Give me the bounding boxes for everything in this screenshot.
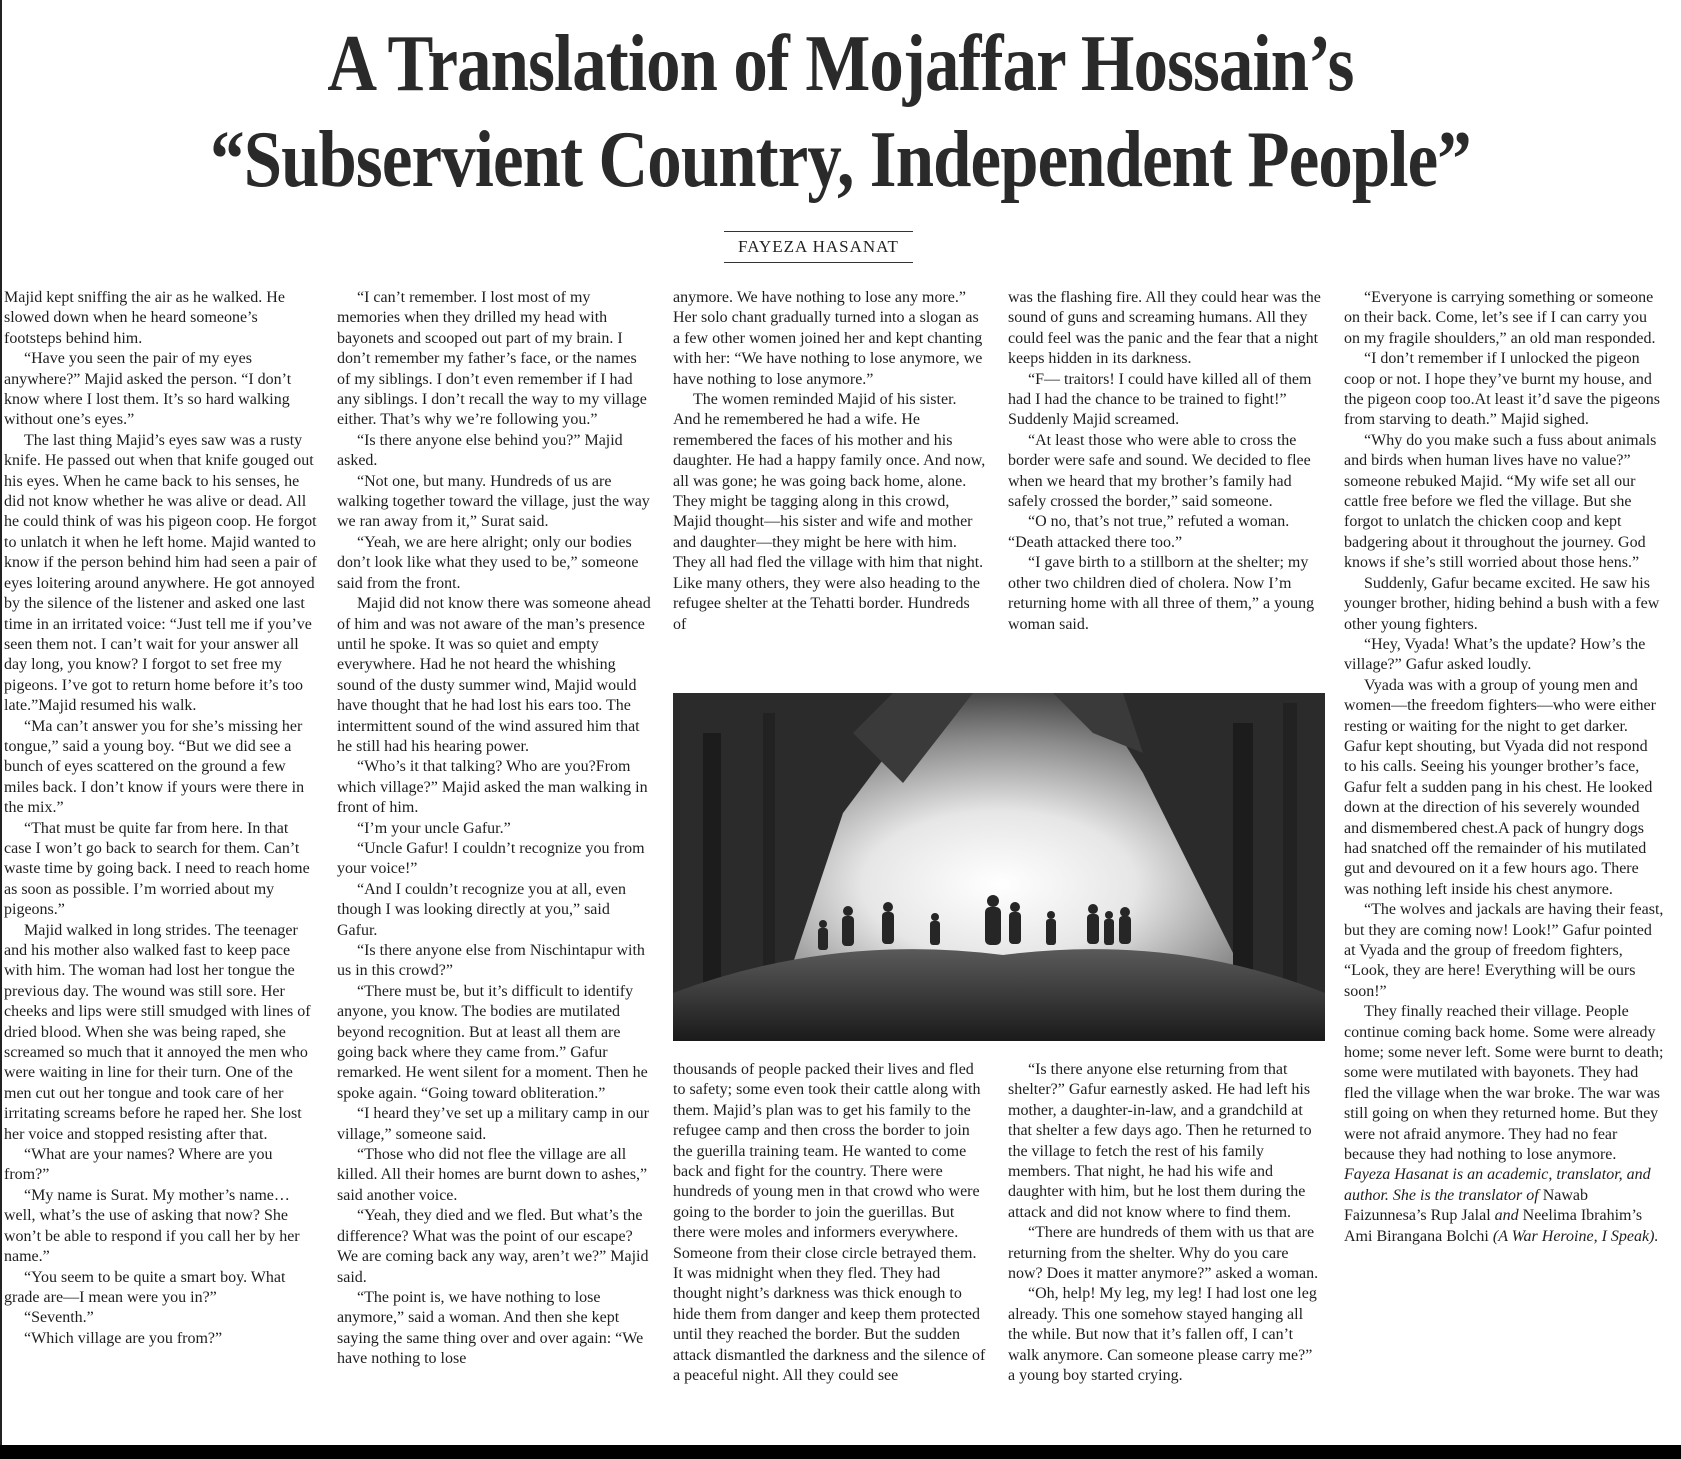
author-bio-title-1: Nawab Faizunnesa’s Rup Jalal: [1344, 1186, 1588, 1225]
article-column-3-bottom: [673, 1060, 987, 1444]
article-column-4-top: [1008, 288, 1322, 678]
byline: FAYEZA HASANAT: [738, 237, 899, 256]
article-paragraph: “F— traitors! I could have killed all of them had I had the chance to be trained to fight!” Suddenly Majid screamed.: [1008, 370, 1312, 429]
article-paragraph: “Who’s it that talking? Who are you?From which village?” Majid asked the man walking in front of him.: [337, 758, 648, 817]
article-paragraph: “Is there anyone else from Nischintapur with us in this crowd?”: [337, 942, 645, 980]
article-paragraph: “And I couldn’t recognize you at all, even though I was looking directly at you,” said Gafur.: [337, 880, 626, 939]
article-paragraph: “My name is Surat. My mother’s name… well, what’s the use of asking that now? She won’t be able to respond if you call her by her name.”: [4, 1186, 300, 1266]
byline-rule-bottom: [724, 262, 913, 263]
headline-line-2: “Subservient Country, Independent People”: [210, 116, 1471, 204]
author-bio-part-1: Fayeza Hasanat is an academic, translator, and author. She is the translator of: [1344, 1166, 1651, 1204]
article-paragraph: “At least those who were able to cross the border were safe and sound. We decided to flee when we heard that my brother’s family had safely crossed the border,” said someone.: [1008, 431, 1311, 511]
article-column-3-top: [673, 288, 987, 678]
article-paragraph: “Have you seen the pair of my eyes anywhere?” Majid asked the person. “I don’t know where I lost them. It’s so hard walking without one’s eyes.”: [4, 350, 292, 429]
article-paragraph: “Ma can’t answer you for she’s missing her tongue,” said a young boy. “But we did see a bunch of eyes scattered on the ground a few miles back. I don’t know if yours were there in the mix.”: [4, 717, 305, 817]
byline-block: [724, 231, 913, 263]
article-paragraph: Majid kept sniffing the air as he walked. He slowed down when he heard someone’s footsteps behind him.: [4, 289, 285, 347]
article-paragraph: “I don’t remember if I unlocked the pigeon coop or not. I hope they’ve burnt my house, and the pigeon coop too.At least it’d save the pigeons from starving to death.” Majid sighed.: [1344, 350, 1660, 429]
article-paragraph: The last thing Majid’s eyes saw was a rusty knife. He passed out when that knife gouged out his eyes. When he came back to his senses, he did not know whether he was alive or dead. All he could think of was his pigeon coop. He forgot to unlatch it when he left home. Majid wanted to know if the person behind him had seen a pair of eyes loitering around anywhere. He got annoyed by the silence of the listener and asked one last time in an irritated voice: “Just tell me if you’ve seen them not. I can’t wait for your answer all day long, you know? I forgot to set free my pigeons. I’ve got to return home before it’s too late.”Majid resumed his walk.: [4, 431, 317, 715]
page-border-left: [0, 0, 2, 1459]
article-paragraph: “Not one, but many. Hundreds of us are walking together toward the village, just the way we ran away from it,” Surat said.: [337, 472, 650, 531]
author-bio-part-3: and: [1490, 1207, 1523, 1225]
article-paragraph: Vyada was with a group of young men and women—the freedom fighters—who were either resting or waiting for the night to get darker. Gafur kept shouting, but Vyada did not respond to his calls. Seeing his younger brother’s face, Gafur felt a sudden pang in his chest. He looked down at the direction of his severely wounded and dismembered chest.A pack of hungry dogs had snatched off the remainder of his mutilated gut and devoured on it a few hours ago. There was nothing left inside his chest anymore.: [1344, 676, 1656, 898]
article-paragraph: “The wolves and jackals are having their feast, but they are coming now! Look!” Gafur pointed at Vyada and the group of freedom fighters, “Look, they are here! Everything will be ours soon!”: [1344, 901, 1664, 1000]
article-paragraph: “There must be, but it’s difficult to identify anyone, you know. The bodies are mutilated beyond recognition. But at least all them are going back where they came from.” Gafur remarked. He went silent for a moment. Then he spoke again. “Going toward obliteration.”: [337, 982, 648, 1102]
article-paragraph: “What are your names? Where are you from?”: [4, 1146, 273, 1184]
article-paragraph: “You seem to be quite a smart boy. What grade are—I mean were you in?”: [4, 1268, 286, 1306]
article-paragraph: “I heard they’ve set up a military camp in our village,” someone said.: [337, 1105, 649, 1143]
article-paragraph: was the flashing fire. All they could hear was the sound of guns and screaming humans. All they could feel was the panic and the fear that a night keeps hidden in its darkness.: [1008, 289, 1321, 368]
article-paragraph: They finally reached their village. People continue coming back home. Some were already home; some never left. Some were burnt to death; some were mutilated with bayonets. They had fled the village when the war broke. The war was still going on when they returned home. But they were not afraid anymore. They had no fear because they had nothing to lose anymore.: [1344, 1003, 1664, 1164]
article-paragraph: Suddenly, Gafur became excited. He saw his younger brother, hiding behind a bush with a few other young fighters.: [1344, 574, 1660, 633]
page-bottom-bar: [0, 1445, 1681, 1459]
article-paragraph: “There are hundreds of them with us that are returning from the shelter. Why do you care now? Does it matter anymore?” asked a woman.: [1008, 1224, 1319, 1283]
headline-line-1: A Translation of Mojaffar Hossain’s: [327, 20, 1354, 108]
article-paragraph: “I’m your uncle Gafur.”: [357, 819, 511, 837]
article-paragraph: anymore. We have nothing to lose any more.” Her solo chant gradually turned into a slogan as a few other women joined her and kept chanting with her: “We have nothing to lose anymore, we have nothing to lose anymore.”: [673, 289, 983, 388]
article-paragraph: “That must be quite far from here. In that case I won’t go back to search for them. Can’t waste time by going back. I need to reach home as soon as possible. I’m worried about my pigeons.”: [4, 819, 310, 919]
article-paragraph: “Everyone is carrying something or someone on their back. Come, let’s see if I can carry you on my fragile shoulders,” an old man responded.: [1344, 289, 1656, 347]
article-column-5: [1344, 288, 1664, 1443]
article-paragraph: “Oh, help! My leg, my leg! I had lost one leg already. This one somehow stayed hanging all the while. But now that it’s fallen off, I can’t walk anymore. Can someone please carry me?” a young boy started crying.: [1008, 1285, 1317, 1385]
article-paragraph: “O no, that’s not true,” refuted a woman. “Death attacked there too.”: [1008, 513, 1290, 551]
article-paragraph: “Seventh.”: [24, 1309, 94, 1327]
article-column-1: [4, 288, 318, 1443]
article-paragraph: “Uncle Gafur! I couldn’t recognize you from your voice!”: [337, 839, 645, 878]
article-column-4-bottom: [1008, 1060, 1322, 1444]
article-paragraph: Majid did not know there was someone ahead of him and was not aware of the man’s presence until he spoke. It was so quiet and empty everywhere. Had he not heard the whishing sound of the dusty summer wind, Majid would have thought that he had lost his ears too. The intermittent sound of the wind assured him that he still had his hearing power.: [337, 595, 651, 755]
article-paragraph: “I can’t remember. I lost most of my memories when they drilled my head with bayonets and scooped out part of my brain. I don’t remember my father’s face, or the names of my siblings. I don’t even remember if I had any siblings. I don’t recall the way to my village either. That’s why we’re following you.”: [337, 289, 647, 429]
article-paragraph: “Is there anyone else returning from that shelter?” Gafur earnestly asked. He had left his mother, a daughter-in-law, and a grandchild at that shelter a few days ago. Then he returned to the village to fetch the rest of his family members. That night, he had his wife and daughter with him, but he lost them during the attack and did not know where to find them.: [1008, 1061, 1312, 1221]
forest-silhouettes-illustration: [673, 693, 1325, 1041]
article-paragraph: The women reminded Majid of his sister. And he remembered he had a wife. He remembered the faces of his mother and his daughter. He had a happy family once. And now, all was gone; he was going back home, alone. They might be tagging along in this crowd, Majid thought—his sister and wife and mother and daughter—they might be here with him. They all had fled the village with him that night. Like many others, they were also heading to the refugee shelter at the Tehatti border. Hundreds of: [673, 391, 986, 633]
article-paragraph: “The point is, we have nothing to lose anymore,” said a woman. And then she kept saying the same thing over and over again: “We have nothing to lose: [337, 1288, 644, 1368]
article-paragraph: “Is there anyone else behind you?” Majid asked.: [337, 431, 623, 470]
article-paragraph: Majid walked in long strides. The teenager and his mother also walked fast to keep pace with him. The woman had lost her tongue the previous day. The wound was still sore. Her cheeks and lips were still smudged with lines of dried blood. When she was being raped, she screamed so much that it annoyed the men who were waiting in line for their turn. One of the men cut out her tongue and took care of her irritating screams before he raped her. She lost her voice and stopped resisting after that.: [4, 921, 311, 1143]
article-paragraph: thousands of people packed their lives and fled to safety; some even took their cattle along with them. Majid’s plan was to get his family to the refugee camp and then cross the border to join the guerilla training team. He wanted to come back and fight for the country. There were hundreds of young men in that crowd who were going to the border to join the guerillas. But there were moles and informers everywhere. Someone from their close circle betrayed them. It was midnight when they fled. They had thought night’s darkness was thick enough to hide them from danger and keep them protected until they reached the border. But the sudden attack dismantled the darkness and the silence of a peaceful night. All they could see: [673, 1061, 986, 1385]
author-bio-part-5: (A War Heroine, I Speak).: [1488, 1227, 1659, 1245]
author-bio: [1344, 1165, 1664, 1247]
article-paragraph: “Yeah, they died and we fled. But what’s the difference? What was the point of our escape? We are coming back any way, aren’t we?” Majid said.: [337, 1207, 649, 1286]
author-bio-title-2: Neelima Ibrahim’s Ami Birangana Bolchi: [1344, 1207, 1643, 1245]
article-paragraph: “I gave birth to a stillborn at the shelter; my other two children died of cholera. Now I’m returning home with all three of them,” a young woman said.: [1008, 554, 1315, 633]
article-paragraph: “Hey, Vyada! What’s the update? How’s the village?” Gafur asked loudly.: [1344, 635, 1646, 674]
article-paragraph: “Yeah, we are here alright; only our bodies don’t look like what they used to be,” someone said from the front.: [337, 533, 639, 592]
article-paragraph: “Why do you make such a fuss about animals and birds when human lives have no value?” someone rebuked Majid. “My wife set all our cattle free before we fled the village. But she forgot to unlatch the chicken coop and kept badgering about it throughout the journey. God knows if she’s still worried about those hens.”: [1344, 431, 1657, 572]
article-column-2: [337, 288, 651, 1443]
article-paragraph: “Those who did not flee the village are all killed. All their homes are burnt down to ashes,” said another voice.: [337, 1146, 648, 1204]
article-paragraph: “Which village are you from?”: [24, 1329, 223, 1347]
